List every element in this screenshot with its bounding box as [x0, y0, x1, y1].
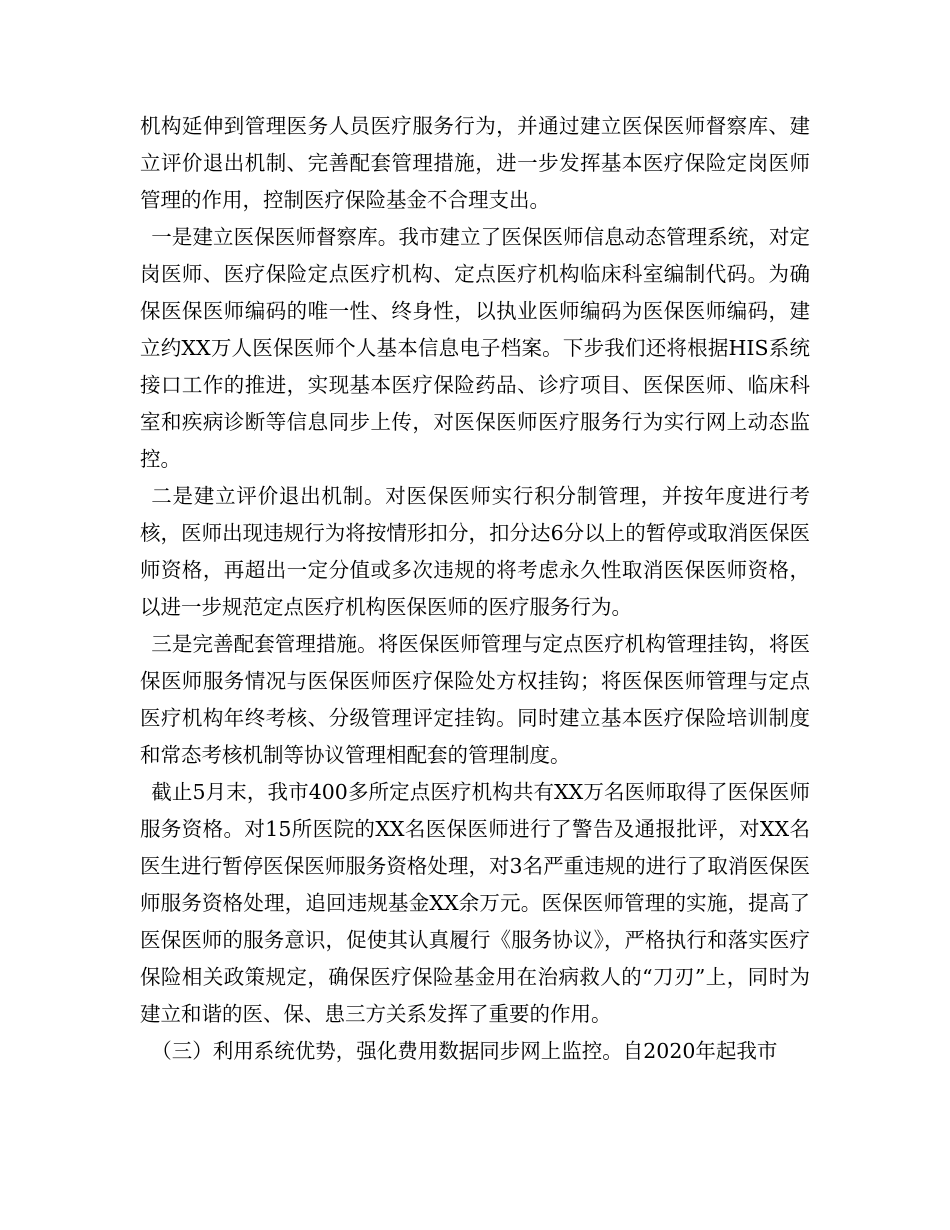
paragraph-supporting-measures: 三是完善配套管理措施。将医保医师管理与定点医疗机构管理挂钩，将医保医师服务情况与医保医师医疗保险处方权挂钩；将医保医师管理与定点医疗机构年终考核、分级管理评定挂钩。同时建立基本医疗保险培训制度和常态考核机制等协议管理相配套的管理制度。 [140, 632, 810, 767]
paragraph-results-summary: 截止5月末，我市400多所定点医疗机构共有XX万名医师取得了医保医师服务资格。对15所医院的XX名医保医师进行了警告及通报批评，对XX名医生进行暂停医保医师服务资格处理，对3名严重违规的进行了取消医保医师服务资格处理，追回违规基金XX余万元。医保医师管理的实施，提高了医保医师的服务意识，促使其认真履行《服务协议》，严格执行和落实医疗保险相关政策规定，确保医疗保险基金用在治病救人的“刀刃”上，同时为建立和谐的医、保、患三方关系发挥了重要的作用。 [140, 780, 810, 1026]
paragraph-evaluation-exit-mechanism: 二是建立评价退出机制。对医保医师实行积分制管理，并按年度进行考核，医师出现违规行为将按情形扣分，扣分达6分以上的暂停或取消医保医师资格，再超出一定分值或多次违规的将考虑永久性取消医保医师资格，以进一步规范定点医疗机构医保医师的医疗服务行为。 [140, 484, 810, 619]
paragraph-supervision-database: 一是建立医保医师督察库。我市建立了医保医师信息动态管理系统，对定岗医师、医疗保险定点医疗机构、定点医疗机构临床科室编制代码。为确保医保医师编码的唯一性、终身性，以执业医师编码为医保医师编码，建立约XX万人医保医师个人基本信息电子档案。下步我们还将根据HIS系统接口工作的推进，实现基本医疗保险药品、诊疗项目、医保医师、临床科室和疾病诊断等信息同步上传，对医保医师医疗服务行为实行网上动态监控。 [140, 225, 810, 471]
paragraph-continuation: 机构延伸到管理医务人员医疗服务行为，并通过建立医保医师督察库、建立评价退出机制、完善配套管理措施，进一步发挥基本医疗保险定岗医师管理的作用，控制医疗保险基金不合理支出。 [140, 114, 810, 212]
document-body [140, 108, 810, 1070]
paragraph-section-three-heading: （三）利用系统优势，强化费用数据同步网上监控。自2020年起我市 [151, 1039, 778, 1063]
